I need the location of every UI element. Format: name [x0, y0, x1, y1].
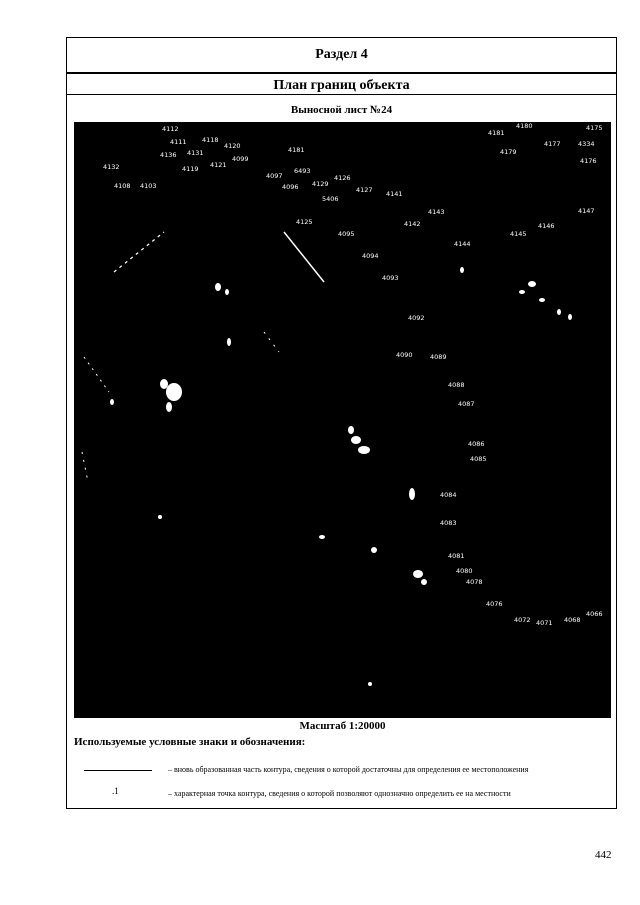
- point-label: 4131: [187, 149, 204, 157]
- contour-fragment: [110, 399, 114, 405]
- point-label: 4129: [312, 180, 329, 188]
- point-label: 4095: [338, 230, 355, 238]
- point-label: 4072: [514, 616, 531, 624]
- point-label: 4147: [578, 207, 595, 215]
- point-label: 4120: [224, 142, 241, 150]
- point-label: 4144: [454, 240, 471, 248]
- contour-fragment: [166, 383, 182, 401]
- point-label: 4071: [536, 619, 553, 627]
- point-label: 4132: [103, 163, 120, 171]
- contour-fragment: [158, 515, 162, 519]
- contour-fragment: [409, 488, 415, 500]
- contour-fragment: [114, 232, 164, 272]
- point-label: 4085: [470, 455, 487, 463]
- map-canvas[interactable]: [74, 122, 611, 718]
- point-label: 4126: [334, 174, 351, 182]
- contour-fragment: [351, 436, 361, 444]
- contour-fragment: [225, 289, 229, 295]
- plan-title: План границ объекта: [67, 73, 616, 95]
- contour-fragment: [348, 426, 354, 434]
- contour-fragment: [160, 379, 168, 389]
- point-label: 4083: [440, 519, 457, 527]
- contour-fragment: [284, 232, 324, 282]
- contour-fragment: [215, 283, 221, 291]
- legend-title: Используемые условные знаки и обозначения:: [74, 736, 306, 748]
- contour-fragment: [460, 267, 464, 273]
- point-label: 4179: [500, 148, 517, 156]
- point-label: 4103: [140, 182, 157, 190]
- legend-point-description: – характерная точка контура, сведения о которой позволяют однозначно определить ее на местности: [168, 789, 511, 798]
- point-label: 4099: [232, 155, 249, 163]
- point-label: 4181: [288, 146, 305, 154]
- point-label: 4090: [396, 351, 413, 359]
- point-label: 4141: [386, 190, 403, 198]
- point-label: 4175: [586, 124, 603, 132]
- sheet-title: Выносной лист №24: [290, 104, 393, 116]
- point-label: 4081: [448, 552, 465, 560]
- point-label: 4092: [408, 314, 425, 322]
- legend-line-symbol: [84, 770, 152, 771]
- contour-fragment: [227, 338, 231, 346]
- point-label: 5406: [322, 195, 339, 203]
- contour-shapes: [82, 232, 572, 686]
- point-label: 4334: [578, 140, 595, 148]
- contour-fragment: [264, 332, 279, 352]
- point-label: 4145: [510, 230, 527, 238]
- boundary-points: [103, 122, 603, 627]
- point-label: 4080: [456, 567, 473, 575]
- point-label: 4180: [516, 122, 533, 130]
- contour-fragment: [528, 281, 536, 287]
- point-label: 4096: [282, 183, 299, 191]
- point-label: 4176: [580, 157, 597, 165]
- legend-point-symbol: .1: [112, 786, 119, 796]
- point-label: 6493: [294, 167, 311, 175]
- point-label: 4111: [170, 138, 187, 146]
- point-label: 4142: [404, 220, 421, 228]
- point-label: 4066: [586, 610, 603, 618]
- point-label: 4177: [544, 140, 561, 148]
- point-label: 4093: [382, 274, 399, 282]
- map-scale: Масштаб 1:20000: [299, 720, 386, 732]
- point-label: 4143: [428, 208, 445, 216]
- page-number: 442: [595, 849, 612, 861]
- point-label: 4087: [458, 400, 475, 408]
- legend-line-description: – вновь образованная часть контура, сведения о которой достаточны для определения ее местоположения: [168, 765, 529, 774]
- point-label: 4146: [538, 222, 555, 230]
- contour-fragment: [568, 314, 572, 320]
- point-label: 4084: [440, 491, 457, 499]
- contour-fragment: [84, 357, 109, 392]
- point-label: 4094: [362, 252, 379, 260]
- point-label: 4086: [468, 440, 485, 448]
- contour-fragment: [368, 682, 372, 686]
- point-label: 4118: [202, 136, 219, 144]
- point-label: 4112: [162, 125, 179, 133]
- point-label: 4121: [210, 161, 227, 169]
- point-label: 4181: [488, 129, 505, 137]
- point-label: 4088: [448, 381, 465, 389]
- contour-fragment: [358, 446, 370, 454]
- contour-fragment: [539, 298, 545, 302]
- contour-fragment: [421, 579, 427, 585]
- contour-fragment: [371, 547, 377, 553]
- contour-fragment: [166, 402, 172, 412]
- point-label: 4136: [160, 151, 177, 159]
- contour-fragment: [319, 535, 325, 539]
- point-label: 4127: [356, 186, 373, 194]
- contour-fragment: [519, 290, 525, 294]
- point-label: 4076: [486, 600, 503, 608]
- point-label: 4125: [296, 218, 313, 226]
- contour-fragment: [557, 309, 561, 315]
- map-view[interactable]: [74, 122, 611, 718]
- contour-fragment: [82, 452, 88, 482]
- point-label: 4097: [266, 172, 283, 180]
- point-label: 4119: [182, 165, 199, 173]
- point-label: 4108: [114, 182, 131, 190]
- contour-fragment: [413, 570, 423, 578]
- point-label: 4078: [466, 578, 483, 586]
- point-label: 4089: [430, 353, 447, 361]
- point-label: 4068: [564, 616, 581, 624]
- section-title: Раздел 4: [67, 38, 616, 73]
